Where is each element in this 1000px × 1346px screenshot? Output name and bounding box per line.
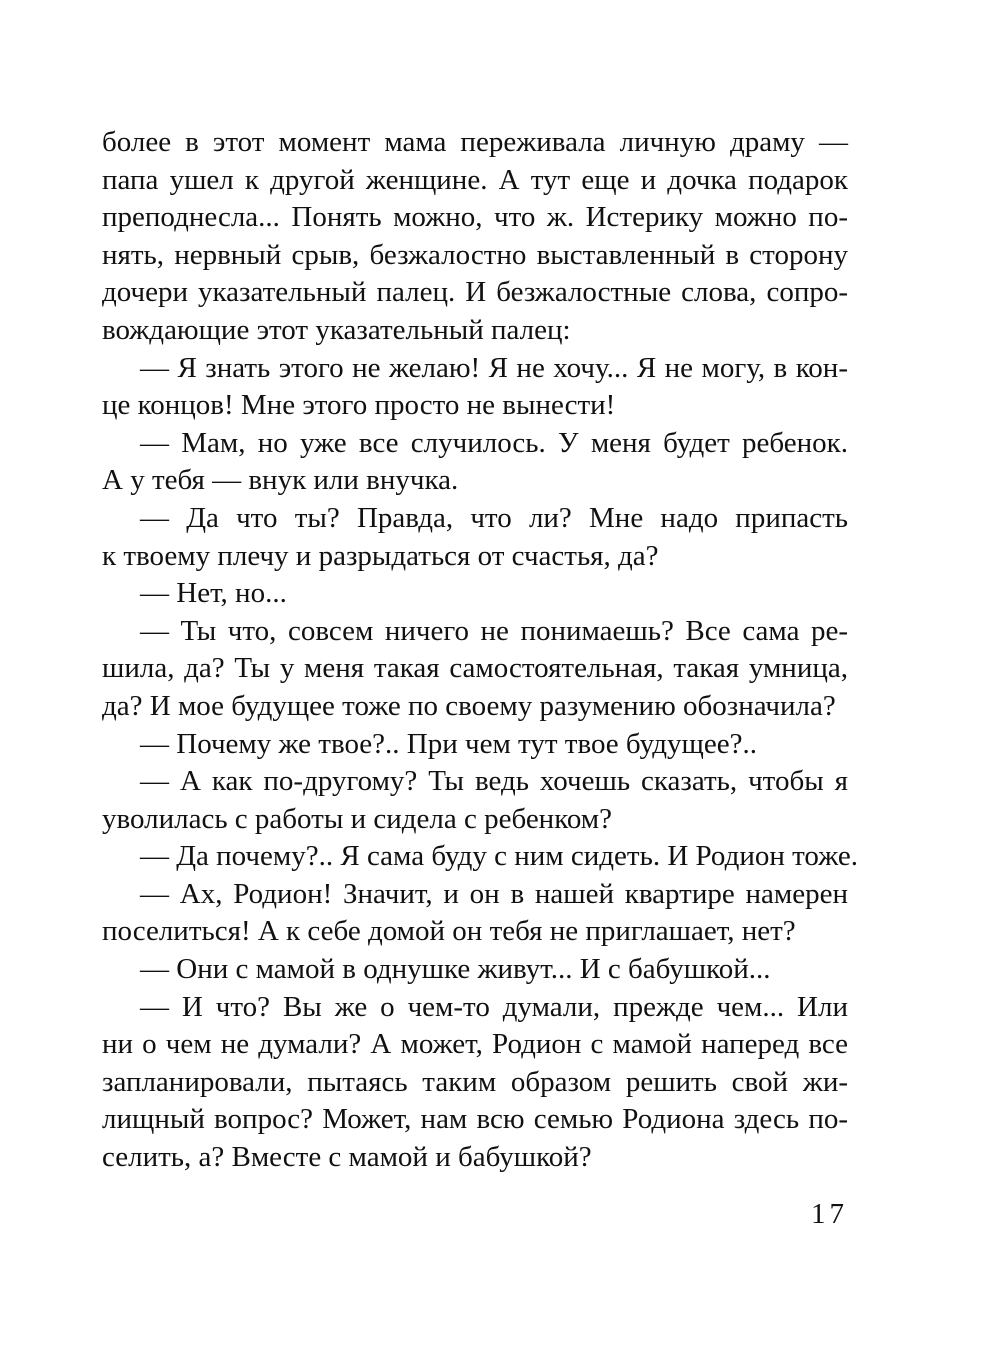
text-line: А у тебя — внук или внучка. <box>102 464 459 497</box>
text-line: преподнесла... Понять можно, что ж. Истерику можно по- <box>102 201 848 234</box>
dialogue-line: — Почему же твое?.. При чем тут твое будущее?.. <box>140 727 757 760</box>
text-line: лищный вопрос? Может, нам всю семью Родиона здесь по- <box>102 1103 848 1136</box>
body-text <box>102 124 858 1177</box>
text-line: селить, а? Вместе с мамой и бабушкой? <box>102 1141 592 1174</box>
dialogue-line: — Ты что, совсем ничего не понимаешь? Все сама ре- <box>140 614 848 647</box>
page-number: 17 <box>811 1198 848 1230</box>
dialogue-line: — Я знать этого не желаю! Я не хочу... Я не могу, в кон- <box>140 351 848 384</box>
text-line: ни о чем не думали? А может, Родион с мамой наперед все <box>102 1028 848 1061</box>
dialogue-line: — Мам, но уже все случилось. У меня будет ребенок. <box>140 426 848 459</box>
text-line: более в этот момент мама переживала личную драму — <box>102 126 848 158</box>
dialogue-line: — И что? Вы же о чем-то думали, прежде чем... Или <box>140 990 848 1023</box>
dialogue-line: — Они с мамой в однушке живут... И с бабушкой... <box>140 953 771 986</box>
text-line: шила, да? Ты у меня такая самостоятельная, такая умница, <box>102 652 848 685</box>
dialogue-line: — Ах, Родион! Значит, и он в нашей квартире намерен <box>140 877 848 910</box>
text-line: к твоему плечу и разрыдаться от счастья, да? <box>102 539 659 572</box>
text-line: дочери указательный палец. И безжалостные слова, сопро- <box>102 276 848 309</box>
text-line: уволилась с работы и сидела с ребенком? <box>102 802 612 835</box>
text-line: поселиться! А к себе домой он тебя не приглашает, нет? <box>102 915 796 948</box>
text-line: да? И мое будущее тоже по своему разумению обозначила? <box>102 689 836 722</box>
text-line: папа ушел к другой женщине. А тут еще и дочка подарок <box>102 163 848 196</box>
text-line: це концов! Мне этого просто не вынести! <box>102 389 616 422</box>
text-line: вождающие этот указательный палец: <box>102 313 571 346</box>
text-line: нять, нервный срыв, безжалостно выставленный в сторону <box>102 238 848 271</box>
dialogue-line: — Нет, но... <box>140 577 287 610</box>
dialogue-line: — А как по-другому? Ты ведь хочешь сказать, чтобы я <box>140 765 848 798</box>
text-line: запланировали, пытаясь таким образом решить свой жи- <box>102 1065 848 1098</box>
dialogue-line: — Да почему?.. Я сама буду с ним сидеть. И Родион тоже. <box>140 840 858 873</box>
dialogue-line: — Да что ты? Правда, что ли? Мне надо припасть <box>140 501 848 534</box>
